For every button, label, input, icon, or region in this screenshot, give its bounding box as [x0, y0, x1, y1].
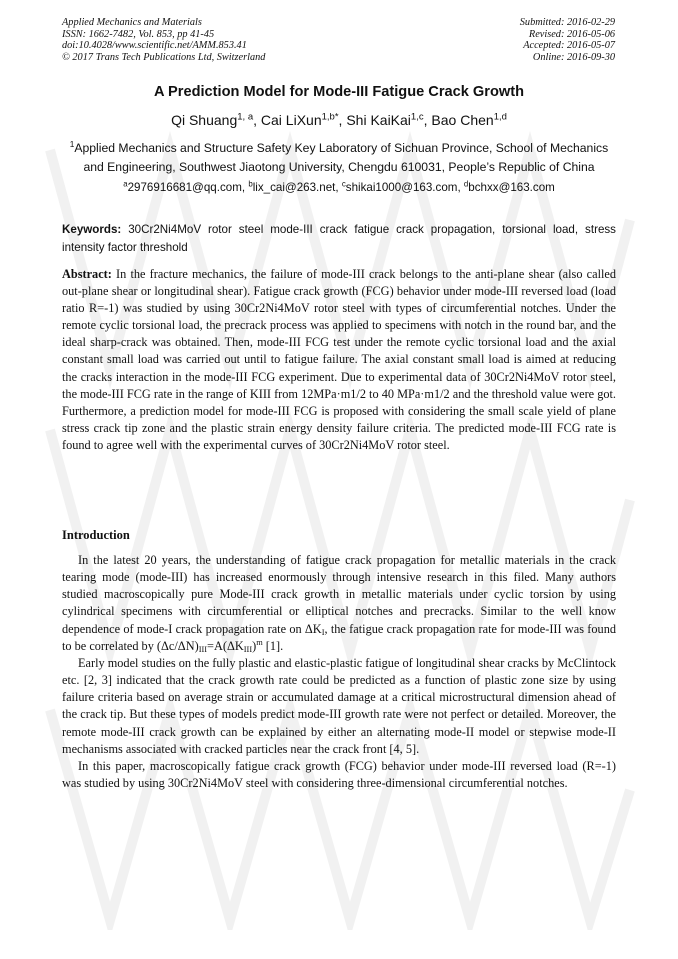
journal-info	[62, 17, 265, 63]
intro-p1-paren: )	[252, 638, 257, 653]
author-marker: 1,c	[410, 111, 424, 123]
email-separator: ,	[241, 181, 249, 194]
abstract-text: In the fracture mechanics, the failure of mode-III crack belongs to the anti-plane shear (also called out-plane shear or longitudinal shear). Fatigue crack growth (FCG) behavior under mode-III reversed load (load ratio R=-1) was studied by using 30Cr2Ni4MoV rotor steel with types of circumferential notches. Under the remote cyclic torsional load, the precrack process was applied to specimens with notch in the round bar, and the ideal sharp-crack was obtained. Then, mode-III FCG test under the remote cyclic torsional load and the axial constant small load was carried out until to fatigue failure. The axial constant small load is aimed at reducing the cracks interaction in the mode-III FCG experiment. Due to experimental data of 30Cr2Ni4MoV rotor steel, the mode-III FCG rate in the range of KIII from 12MPa·m1/2 to 40 MPa·m1/2 and the threshold value were got. Furthermore, a prediction model for mode-III FCG is proposed with considering the small scale yield of plane stress crack tip zone and the plastic strain energy density failure criteria. The predicted mode-III FCG rate is found to agree well with the experimental curves of 30Cr2Ni4MoV rotor steel.	[62, 267, 617, 452]
email-address: lix_cai@263.net	[252, 181, 336, 194]
affiliation	[62, 139, 616, 177]
email-list	[0, 181, 678, 194]
copyright: © 2017 Trans Tech Publications Ltd, Switzerland	[62, 51, 266, 63]
intro-p1-text: , the fatigue crack propagation rate for mode-III was found to be correlated by (Δc/ΔN)	[62, 621, 616, 653]
keywords-text: 30Cr2Ni4MoV rotor steel mode-III crack fatigue crack propagation, torsional load, stress intensity factor threshold	[62, 223, 616, 254]
author-marker: 1,d	[493, 111, 507, 123]
email-address: shikai1000@163.com	[345, 181, 458, 194]
email-marker: b	[248, 179, 253, 189]
subscript: III	[243, 644, 253, 654]
watermark-pattern	[40, 70, 640, 930]
journal-name: Applied Mechanics and Materials	[62, 17, 202, 28]
author-separator: ,	[253, 112, 261, 128]
email-marker: a	[123, 179, 128, 189]
subscript: III	[198, 644, 208, 654]
email-address: bchxx@163.com	[468, 181, 555, 194]
author-separator: ,	[338, 112, 347, 128]
abstract-section	[62, 266, 616, 454]
intro-paragraph-1	[62, 552, 616, 655]
revised-date: Revised: 2016-05-06	[528, 28, 615, 40]
email-address: 2976916681@qq.com	[127, 181, 242, 194]
author-separator: ,	[423, 112, 432, 128]
paper-title: A Prediction Model for Mode-III Fatigue Crack Growth	[153, 84, 524, 100]
author-list	[0, 112, 678, 128]
affiliation-marker: 1	[69, 139, 75, 150]
intro-p1-text: In the latest 20 years, the understanding of fatigue crack propagation for metallic materials in the crack tearing mode (mode-III) has increased enormously through intensive research in this filed. Many authors studied macroscopically pure Mode-III crack growth in metallic materials under cyclic torsion by using cylindrical specimens with circumferential or elliptical notches and precracks. Similar to the well know dependence of mode-I crack propagation rate on ΔK	[62, 553, 616, 636]
intro-paragraph-2: Early model studies on the fully plastic and elastic-plastic fatigue of longitudinal shear cracks by McClintock etc. [2, 3] indicated that the crack growth rate could be predicted as a function of plastic zone size by using failure criteria based on average strain or accumulated damage at a critical microstructural dimension ahead of the crack tip. But these types of models predict mode-III growth rate were not perfect or detailed. Moreover, the remote mode-III crack growth can be explained by either an alternating mode-II model or stepwise mode-II mechanisms associated with cracked particles near the crack front [4, 5].	[62, 655, 616, 756]
keywords-label: Keywords:	[62, 223, 122, 236]
introduction-body	[62, 552, 616, 792]
abstract-label: Abstract:	[62, 267, 112, 281]
publication-dates	[520, 17, 615, 63]
email-marker: c	[341, 179, 346, 189]
author-name: Bao Chen	[431, 112, 494, 128]
doi: doi:10.4028/www.scientific.net/AMM.853.41	[62, 40, 247, 52]
introduction-heading: Introduction	[62, 528, 130, 542]
email-separator: ,	[457, 181, 464, 194]
author-name: Shi KaiKai	[346, 112, 411, 128]
issn-volume: ISSN: 1662-7482, Vol. 853, pp 41-45	[62, 28, 215, 40]
subscript: I	[321, 627, 325, 637]
superscript: m	[256, 637, 263, 647]
affiliation-text: Applied Mechanics and Structure Safety Key Laboratory of Sichuan Province, School of Mechanics and Engineering, Southwest Jiaotong University, Chengdu 610031, People’s Republic of China	[74, 141, 609, 174]
online-date: Online: 2016-09-30	[532, 51, 615, 63]
author-marker: 1,b*	[321, 111, 339, 123]
author-marker: 1, a	[237, 111, 254, 123]
intro-p1-equation: =A(ΔK	[207, 638, 244, 653]
accepted-date: Accepted: 2016-05-07	[523, 40, 615, 52]
keywords-section	[62, 221, 616, 257]
author-name: Cai LiXun	[260, 112, 322, 128]
email-separator: ,	[335, 181, 342, 194]
intro-paragraph-3: In this paper, macroscopically fatigue crack growth (FCG) behavior under mode-III reversed load (R=-1) was studied by using 30Cr2Ni4MoV steel with considering three-dimensional circumferential notches.	[62, 758, 616, 791]
email-marker: d	[463, 179, 469, 189]
submitted-date: Submitted: 2016-02-29	[519, 17, 615, 28]
author-name: Qi Shuang	[171, 112, 238, 128]
intro-p1-citation: [1].	[262, 638, 284, 653]
